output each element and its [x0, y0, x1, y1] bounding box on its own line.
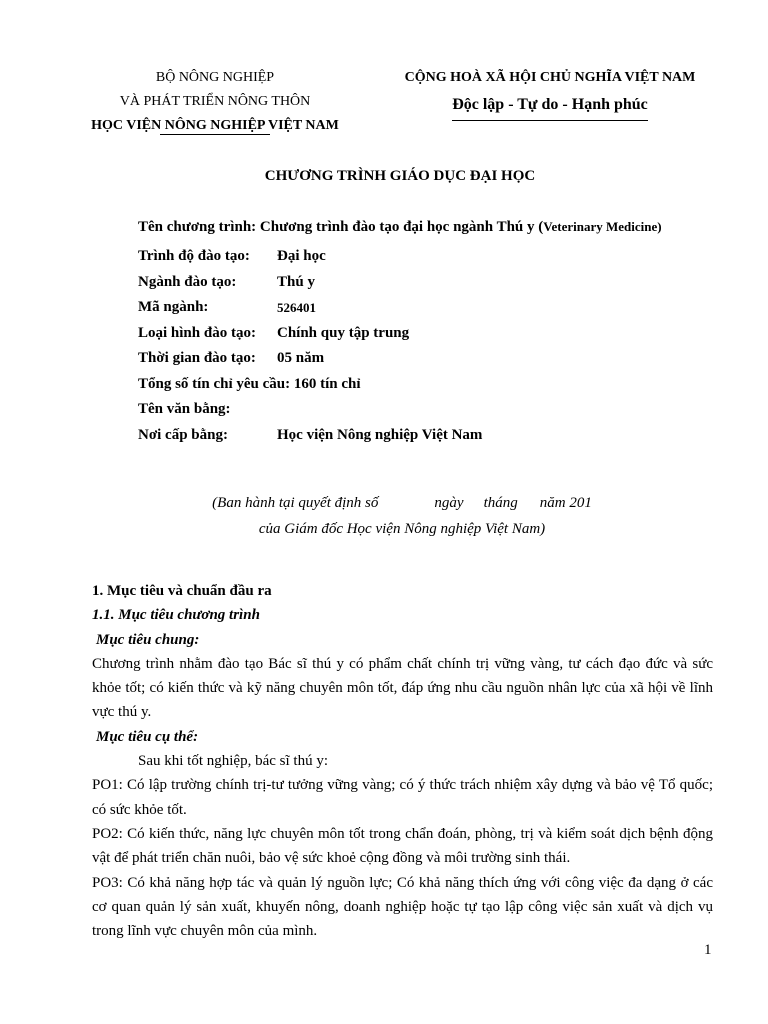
specific-goal-heading: Mục tiêu cụ thể:: [96, 728, 199, 745]
info-value: Đại học: [277, 248, 326, 264]
academy-name: HỌC VIỆN NÔNG NGHIỆP VIỆT NAM: [91, 118, 339, 133]
subsection-heading: 1.1. Mục tiêu chương trình: [92, 607, 260, 624]
info-row: [92, 270, 713, 296]
section-body: [92, 579, 713, 943]
info-row: [92, 244, 713, 270]
program-info: [92, 218, 713, 448]
info-value: 526401: [277, 300, 316, 315]
decree-part-2: ngày: [434, 495, 464, 511]
decree-part-4: năm 201: [539, 495, 592, 511]
info-label: Tên văn bằng:: [138, 401, 231, 417]
document-title: CHƯƠNG TRÌNH GIÁO DỤC ĐẠI HỌC: [264, 168, 536, 184]
general-goal-text: Chương trình nhằm đào tạo Bác sĩ thú y có phẩm chất chính trị vững vàng, tư cách đạo đức và sức khỏe tốt; có kiến thức và kỹ năng chuyên môn tốt, đáp ứng nhu cầu nguồn nhân lực của xã hội về lĩnh vực thú y.: [92, 655, 713, 721]
national-motto: Độc lập - Tự do - Hạnh phúc: [452, 90, 648, 121]
info-value: Chính quy tập trung: [277, 324, 410, 341]
general-goal-heading: Mục tiêu chung:: [96, 631, 200, 648]
info-label: Nơi cấp bằng:: [138, 426, 228, 443]
decree-note: [0, 490, 768, 542]
info-row: [92, 397, 713, 423]
ministry-line-1: BỘ NÔNG NGHIỆP: [155, 70, 275, 85]
page-number: 1: [704, 942, 712, 958]
info-row: [92, 346, 713, 372]
po3-text: PO3: Có khả năng hợp tác và quản lý nguồn lực; Có khả năng thích ứng với công việc đa dạng ở các cơ quan quản lý sản xuất, khuyến nông, doanh nghiệp hoặc tự tạo lập công việc sản xuất và dịch vụ trong lĩnh vực chuyên môn của mình.: [92, 874, 713, 940]
section-heading: 1. Mục tiêu và chuẩn đầu ra: [92, 583, 272, 599]
country-name: CỘNG HOÀ XÃ HỘI CHỦ NGHĨA VIỆT NAM: [404, 70, 696, 85]
academy-underline: [160, 134, 270, 135]
decree-part-1: (Ban hành tại quyết định số: [212, 495, 379, 511]
info-label: Trình độ đào tạo:: [138, 248, 250, 264]
info-row: [92, 321, 713, 347]
program-name: [92, 218, 713, 236]
info-value: 05 năm: [277, 350, 325, 366]
info-label: Loại hình đào tạo:: [138, 324, 256, 341]
info-value: Học viện Nông nghiệp Việt Nam: [277, 426, 483, 443]
info-row: [92, 423, 713, 449]
info-label: Tổng số tín chỉ yêu cầu: 160 tín chỉ: [138, 375, 361, 392]
info-row: [92, 295, 713, 321]
national-header: [380, 66, 720, 121]
po2-text: PO2: Có kiến thức, năng lực chuyên môn tốt trong chẩn đoán, phòng, trị và kiểm soát dịch bệnh động vật để phát triển chăn nuôi, bảo vệ sức khoẻ cộng đồng và môi trường sinh thái.: [92, 825, 713, 867]
info-row: [92, 372, 713, 398]
info-value: Thú y: [277, 273, 315, 290]
ministry-line-2: VÀ PHÁT TRIỂN NÔNG THÔN: [119, 94, 311, 109]
program-name-value: Chương trình đào tạo đại học ngành Thú y (: [259, 219, 544, 235]
info-label: Mã ngành:: [138, 299, 209, 315]
decree-part-3: tháng: [483, 495, 518, 511]
specific-goal-intro: Sau khi tốt nghiệp, bác sĩ thú y:: [138, 753, 328, 770]
program-name-label: Tên chương trình:: [138, 219, 257, 235]
program-name-english: Veterinary Medicine): [543, 219, 662, 234]
po1-text: PO1: Có lập trường chính trị-tư tưởng vững vàng; có ý thức trách nhiệm xây dựng và bảo vệ Tổ quốc; có sức khỏe tốt.: [92, 777, 713, 818]
info-label: Ngành đào tạo:: [138, 273, 237, 290]
decree-line-2: của Giám đốc Học viện Nông nghiệp Việt Nam): [258, 521, 546, 537]
decree-line-1: [0, 490, 768, 516]
ministry-header: [70, 66, 360, 138]
info-label: Thời gian đào tạo:: [138, 350, 256, 366]
